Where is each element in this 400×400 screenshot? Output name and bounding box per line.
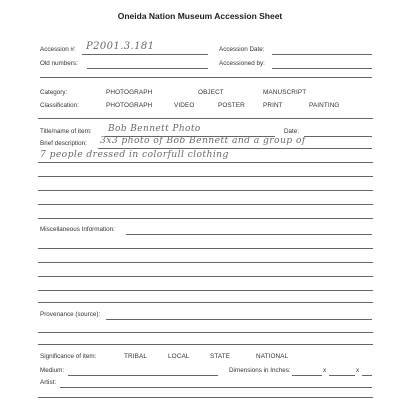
page-title: Oneida Nation Museum Accession Sheet xyxy=(117,11,283,21)
misc-line xyxy=(38,262,373,263)
brief-description-label: Brief description: xyxy=(40,140,87,147)
classification-option-video[interactable]: VIDEO xyxy=(174,102,195,109)
dimension-separator: x xyxy=(356,367,360,374)
category-option-object[interactable]: OBJECT xyxy=(198,89,224,96)
description-line xyxy=(38,190,373,191)
misc-info-line[interactable] xyxy=(126,234,372,235)
category-option-photograph[interactable]: PHOTOGRAPH xyxy=(106,89,153,96)
accession-number-value[interactable]: P2001.3.181 xyxy=(86,41,155,52)
significance-label: Significance of item: xyxy=(40,353,97,360)
artist-line[interactable] xyxy=(60,387,372,388)
significance-option-local[interactable]: LOCAL xyxy=(168,353,190,360)
provenance-line[interactable] xyxy=(106,319,372,320)
item-date-label: Date: xyxy=(284,128,300,135)
accession-date-label: Accession Date: xyxy=(219,46,265,53)
dimension-3-line[interactable] xyxy=(362,375,372,376)
dimensions-label: Dimensions in Inches: xyxy=(229,367,291,374)
classification-option-painting[interactable]: PAINTING xyxy=(309,102,340,109)
misc-info-label: Miscellaneous Information: xyxy=(40,226,115,233)
misc-line xyxy=(38,276,373,277)
provenance-line xyxy=(38,344,373,345)
classification-option-photograph[interactable]: PHOTOGRAPH xyxy=(106,102,153,109)
provenance-label: Provenance (source): xyxy=(40,311,101,318)
bottom-line xyxy=(38,397,373,398)
item-title-value[interactable]: Bob Bennett Photo xyxy=(108,124,201,134)
significance-option-tribal[interactable]: TRIBAL xyxy=(124,353,147,360)
description-line xyxy=(38,218,373,219)
misc-line xyxy=(38,302,373,303)
accession-date-line[interactable] xyxy=(272,54,372,55)
dimension-1-line[interactable] xyxy=(292,375,322,376)
old-numbers-label: Old numbers: xyxy=(40,60,78,67)
brief-description-line-1[interactable]: 3x3 photo of Bob Bennett and a group of xyxy=(100,135,306,146)
significance-option-state[interactable]: STATE xyxy=(210,353,231,360)
category-option-manuscript[interactable]: MANUSCRIPT xyxy=(263,89,307,96)
category-label: Category: xyxy=(40,89,68,96)
misc-line xyxy=(38,290,373,291)
classification-option-print[interactable]: PRINT xyxy=(263,102,283,109)
accession-number-label: Accession #: xyxy=(40,46,76,53)
old-numbers-line[interactable] xyxy=(87,68,208,69)
accessioned-by-label: Accessioned by: xyxy=(219,60,265,67)
significance-option-national[interactable]: NATIONAL xyxy=(256,353,289,360)
item-title-label: Title/name of item: xyxy=(40,128,92,135)
dimension-2-line[interactable] xyxy=(329,375,355,376)
medium-label: Medium: xyxy=(40,367,65,374)
medium-line[interactable] xyxy=(68,375,218,376)
artist-label: Artist: xyxy=(40,379,57,386)
misc-line xyxy=(38,248,373,249)
description-line xyxy=(38,176,373,177)
blank-line xyxy=(40,77,372,78)
brief-description-line-2[interactable]: 7 people dressed in colorfull clothing xyxy=(40,149,229,160)
description-line xyxy=(38,204,373,205)
divider xyxy=(38,118,373,119)
provenance-line xyxy=(38,332,373,333)
item-date-line[interactable] xyxy=(304,136,372,137)
classification-option-poster[interactable]: POSTER xyxy=(218,102,245,109)
description-line xyxy=(38,162,373,163)
dimension-separator: x xyxy=(323,367,327,374)
classification-label: Classification: xyxy=(40,102,79,109)
accessioned-by-line[interactable] xyxy=(272,68,372,69)
accession-number-line xyxy=(82,54,208,55)
